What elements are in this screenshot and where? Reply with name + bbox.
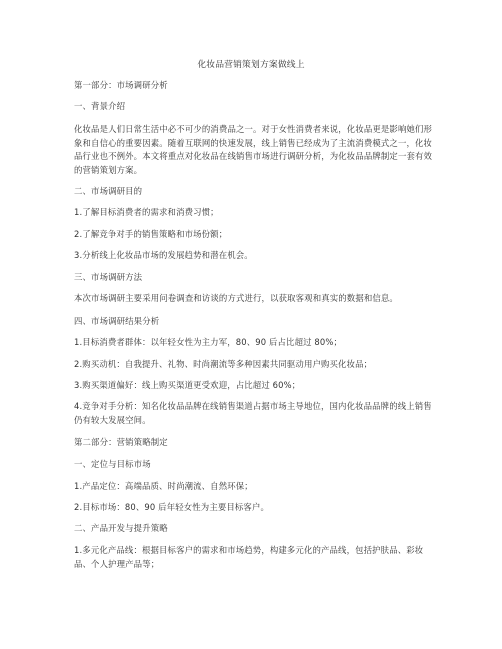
part2-section1-item-1: 1.产品定位：高端品质、时尚潮流、自然环保； <box>74 481 253 491</box>
section2-item-2: 2.了解竞争对手的销售策略和市场份额； <box>74 229 228 239</box>
section3-paragraph: 本次市场调研主要采用问卷调查和访谈的方式进行，以获取客观和真实的数据和信息。 <box>74 293 398 303</box>
part2-section1-heading: 一、定位与目标市场 <box>74 459 151 469</box>
part1-heading: 第一部分：市场调研分析 <box>74 80 168 90</box>
section4-item-3: 3.购买渠道偏好：线上购买渠道更受欢迎，占比超过 60%； <box>74 380 301 390</box>
section3-heading: 三、市场调研方法 <box>74 272 143 282</box>
section4-item-2: 2.购买动机：自我提升、礼物、时尚潮流等多种因素共同驱动用户购买化妆品； <box>74 359 373 369</box>
part2-section1-item-2: 2.目标市场：80、90 后年轻女性为主要目标客户。 <box>74 502 269 512</box>
part2-heading: 第二部分：营销策略制定 <box>74 437 168 447</box>
section1-paragraph: 化妆品是人们日常生活中必不可少的消费品之一。对于女性消费者来说，化妆品更是影响她们形象和自信心的重要因素。随着互联网的快速发展，线上销售已经成为了主流消费模式之一，化妆品行业也不例外。本文将重点对化妆品在线销售市场进行调研分析，为化妆品品牌制定一套有效的营销策划方案。 <box>74 124 433 175</box>
section2-item-1: 1.了解目标消费者的需求和消费习惯； <box>74 207 219 217</box>
section2-heading: 二、市场调研目的 <box>74 186 143 196</box>
part2-section2-heading: 二、产品开发与提升策略 <box>74 523 168 533</box>
section4-item-4: 4.竞争对手分析：知名化妆品品牌在线销售渠道占据市场主导地位，国内化妆品品牌的线上销售仍有较大发展空间。 <box>74 401 432 425</box>
part2-section2-item-1: 1.多元化产品线：根据目标客户的需求和市场趋势，构建多元化的产品线，包括护肤品、彩妆品、个人护理产品等； <box>74 545 424 569</box>
section4-heading: 四、市场调研结果分析 <box>74 316 160 326</box>
section1-heading: 一、背景介绍 <box>74 101 126 111</box>
section4-item-1: 1.目标消费者群体：以年轻女性为主力军，80、90 后占比超过 80%； <box>74 337 343 347</box>
page-title: 化妆品营销策划方案做线上 <box>197 60 305 70</box>
section2-item-3: 3.分析线上化妆品市场的发展趋势和潜在机会。 <box>74 250 253 260</box>
